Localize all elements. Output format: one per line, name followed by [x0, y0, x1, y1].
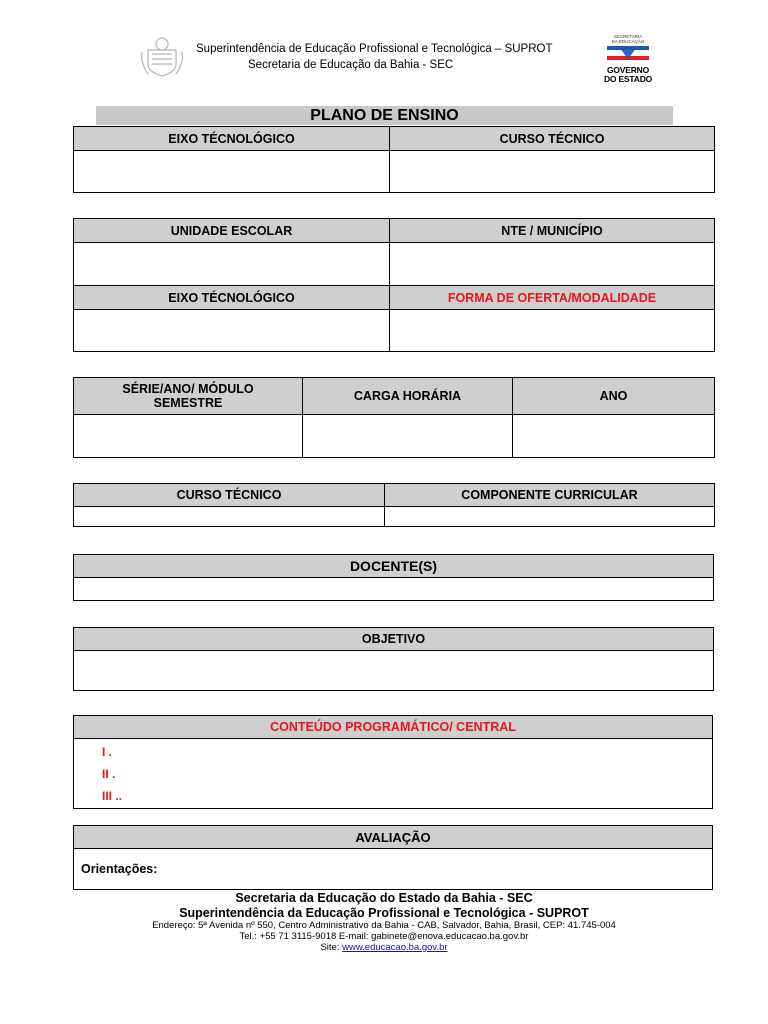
field-componente-curricular[interactable]	[385, 507, 715, 527]
field-docentes[interactable]	[74, 578, 714, 601]
serie-carga-table	[73, 377, 715, 458]
field-eixo-tecnologico[interactable]	[74, 151, 390, 193]
field-unidade-escolar[interactable]	[74, 243, 390, 286]
bahia-coat-of-arms-logo	[138, 34, 186, 78]
field-ano[interactable]	[513, 415, 715, 458]
field-eixo-tecnologico-2[interactable]	[74, 310, 390, 352]
field-carga-horaria[interactable]	[303, 415, 513, 458]
conteudo-item-3: III ..	[102, 788, 123, 803]
footer-endereco: Endereço: 5ª Avenida nº 550, Centro Administrativo da Bahia - CAB, Salvador, Bahia, Brasil, CEP: 41.745-004	[152, 920, 616, 931]
footer-site	[0, 942, 768, 953]
conteudo-table	[73, 715, 713, 809]
header-docentes: DOCENTE(S)	[74, 555, 714, 578]
conteudo-item-2: II .	[102, 766, 116, 781]
header-carga-horaria: CARGA HORÁRIA	[303, 378, 513, 415]
header-serie-ano-modulo	[74, 378, 303, 415]
conteudo-item-1: I .	[102, 744, 113, 759]
footer-suprot: Superintendência da Educação Profissional e Tecnológica - SUPROT	[179, 906, 589, 920]
field-curso-tecnico[interactable]	[390, 151, 715, 193]
eixo-curso-table	[73, 126, 715, 193]
curso-componente-table	[73, 483, 715, 527]
header-superintendencia: Superintendência de Educação Profissional e Tecnológica – SUPROT	[196, 43, 553, 55]
field-serie-ano-modulo[interactable]	[74, 415, 303, 458]
header-ano: ANO	[513, 378, 715, 415]
field-curso-tecnico-2[interactable]	[74, 507, 385, 527]
field-objetivo[interactable]	[74, 651, 714, 691]
field-nte-municipio[interactable]	[390, 243, 715, 286]
header-eixo-tecnologico-2: EIXO TÉCNOLÓGICO	[74, 286, 390, 310]
header-objetivo: OBJETIVO	[74, 628, 714, 651]
header-curso-tecnico-2: CURSO TÉCNICO	[74, 484, 385, 507]
gov-logo-subtitle: SECRETARIA DA EDUCAÇÃO	[611, 34, 645, 44]
header-serie-line2: SEMESTRE	[153, 396, 223, 410]
objetivo-table	[73, 627, 714, 691]
footer-contato: Tel.: +55 71 3115-9018 E-mail: gabinete@enova.educacao.ba.gov.br	[239, 931, 529, 942]
field-conteudo-programatico[interactable]	[74, 739, 713, 809]
avaliacao-table	[73, 825, 713, 890]
unidade-table	[73, 218, 715, 352]
footer-site-link[interactable]: www.educacao.ba.gov.br	[342, 942, 448, 953]
header-eixo-tecnologico: EIXO TÉCNOLÓGICO	[74, 127, 390, 151]
header-unidade-escolar: UNIDADE ESCOLAR	[74, 219, 390, 243]
header-secretaria: Secretaria de Educação da Bahia - SEC	[248, 59, 454, 71]
governo-bahia-logo	[598, 34, 658, 84]
gov-logo-name-1: GOVERNO	[606, 65, 650, 75]
bahia-flag-icon	[607, 46, 649, 60]
header-forma-oferta-modalidade: FORMA DE OFERTA/MODALIDADE	[390, 286, 715, 310]
docente-table	[73, 554, 714, 601]
header-curso-tecnico: CURSO TÉCNICO	[390, 127, 715, 151]
header-serie-line1: SÉRIE/ANO/ MÓDULO	[122, 382, 254, 396]
header-conteudo-programatico: CONTEÚDO PROGRAMÁTICO/ CENTRAL	[74, 716, 713, 739]
page-title: PLANO DE ENSINO	[96, 106, 673, 125]
footer-site-label: Site:	[320, 942, 340, 953]
gov-logo-name-2: DO ESTADO	[603, 73, 653, 84]
field-avaliacao[interactable]	[74, 849, 713, 890]
footer-secretaria: Secretaria da Educação do Estado da Bahia - SEC	[235, 891, 533, 905]
field-forma-oferta-modalidade[interactable]	[390, 310, 715, 352]
header-nte-municipio: NTE / MUNICÍPIO	[390, 219, 715, 243]
header-avaliacao: AVALIAÇÃO	[74, 826, 713, 849]
orientacoes-label: Orientações:	[81, 862, 158, 876]
header-componente-curricular: COMPONENTE CURRICULAR	[385, 484, 715, 507]
